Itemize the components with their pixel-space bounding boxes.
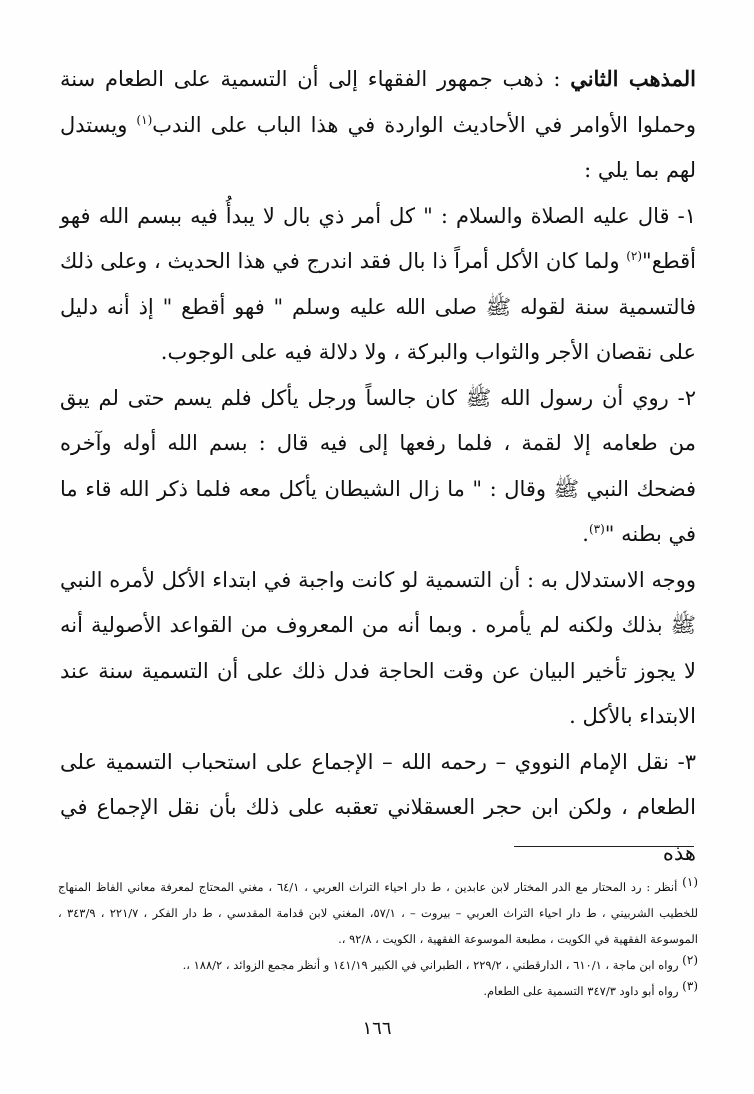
footnote (58, 978, 698, 1004)
paragraph-text: ٢- روي أن رسول الله ﷺ كان جالساً ورجل يأكل فلم يسم حتى لم يبق من طعامه إلا لقمة ، فلما رفعها إلى فيه قال : بسم الله أوله وآخره فضحك النبي ﷺ وقال : " ما زال الشيطان يأكل معه فلما ذكر الله قاء ما في بطنه " (60, 385, 696, 546)
footnote-text: رواه ابن ماجة ، ٦١٠/١ ، الدارقطني ، ٢٢٩/٢ ، الطبراني في الكبير ١٤١/١٩ و أنظر مجمع الزوائد ، ١٨٨/٢ ،. (182, 958, 679, 972)
paragraph-evidence-1 (60, 194, 696, 376)
footnote-ref-3[interactable]: (٣) (588, 522, 605, 536)
paragraph-text: . (582, 522, 589, 546)
main-text (60, 56, 696, 876)
footnote (58, 874, 698, 952)
footnote-ref-1[interactable]: (١) (136, 112, 153, 127)
paragraph-text: ويستدل لهم بما يلي : (60, 112, 696, 182)
footnote-text: أنظر : رد المحتار مع الدر المختار لابن عابدين ، ط دار احياء التراث العربي ، ٦٤/١ ، مغني المحتاج لمعرفة معاني الفاظ المنهاج للخطيب الشربيني ، ط دار احياء التراث العربي – بيروت – ، ٥٧/١، المغني لابن قدامة المقدسي ، ط دار الفكر ، ٢٢١/٧ ، ٣٤٣/٩ ، الموسوعة الفقهية في الكويت ، مطبعة الموسوعة الفقهية ، الكويت ، ٩٢/٨ ،. (58, 880, 699, 946)
paragraph-text: ١- قال عليه الصلاة والسلام : " كل أمر ذي بال لا يبدأُ فيه ببسم الله فهو أقطع" (60, 203, 696, 273)
section-heading-term: المذهب الثاني (570, 66, 696, 91)
page-number: ١٦٦ (362, 1018, 392, 1039)
footnote-text: رواه أبو داود ٣٤٧/٣ التسمية على الطعام. (483, 984, 679, 998)
footnotes (58, 874, 698, 1004)
paragraph-reasoning: ووجه الاستدلال به : أن التسمية لو كانت واجبة في ابتداء الأكل لأمره النبي ﷺ بذلك ولكنه لم يأمره . وبما أنه من المعروف من القواعد الأصولية أنه لا يجوز تأخير البيان عن وقت الحاجة فدل ذلك على أن التسمية سنة عند الابتداء بالأكل . (60, 567, 696, 728)
footnote-number: (١) (682, 875, 698, 890)
footnote-ref-2[interactable]: (٢) (626, 249, 643, 263)
footnote (58, 952, 698, 978)
paragraph-text: : ذهب جمهور الفقهاء إلى أن التسمية على الطعام سنة وحملوا الأوامر في الأحاديث الواردة في هذا الباب على الندب (60, 67, 696, 137)
paragraph-text: ولما كان الأكل أمراً ذا بال فقد اندرج في هذا الحديث ، وعلى ذلك فالتسمية سنة لقوله ﷺ صلى الله عليه وسلم " فهو أقطع " إذ أنه دليل على نقصان الأجر والثواب والبركة ، ولا دلالة فيه على الوجوب. (60, 249, 696, 364)
footnote-number: (٣) (682, 979, 698, 994)
footnote-divider (514, 846, 694, 847)
paragraph-evidence-3: ٣- نقل الإمام النووي – رحمه الله – الإجماع على استحباب التسمية على الطعام ، ولكن ابن حجر العسقلاني تعقبه على ذلك بأن نقل الإجماع في هذه (60, 749, 696, 865)
paragraph-second-school (60, 56, 696, 194)
footnote-number: (٢) (682, 953, 698, 968)
paragraph-evidence-2 (60, 376, 696, 558)
